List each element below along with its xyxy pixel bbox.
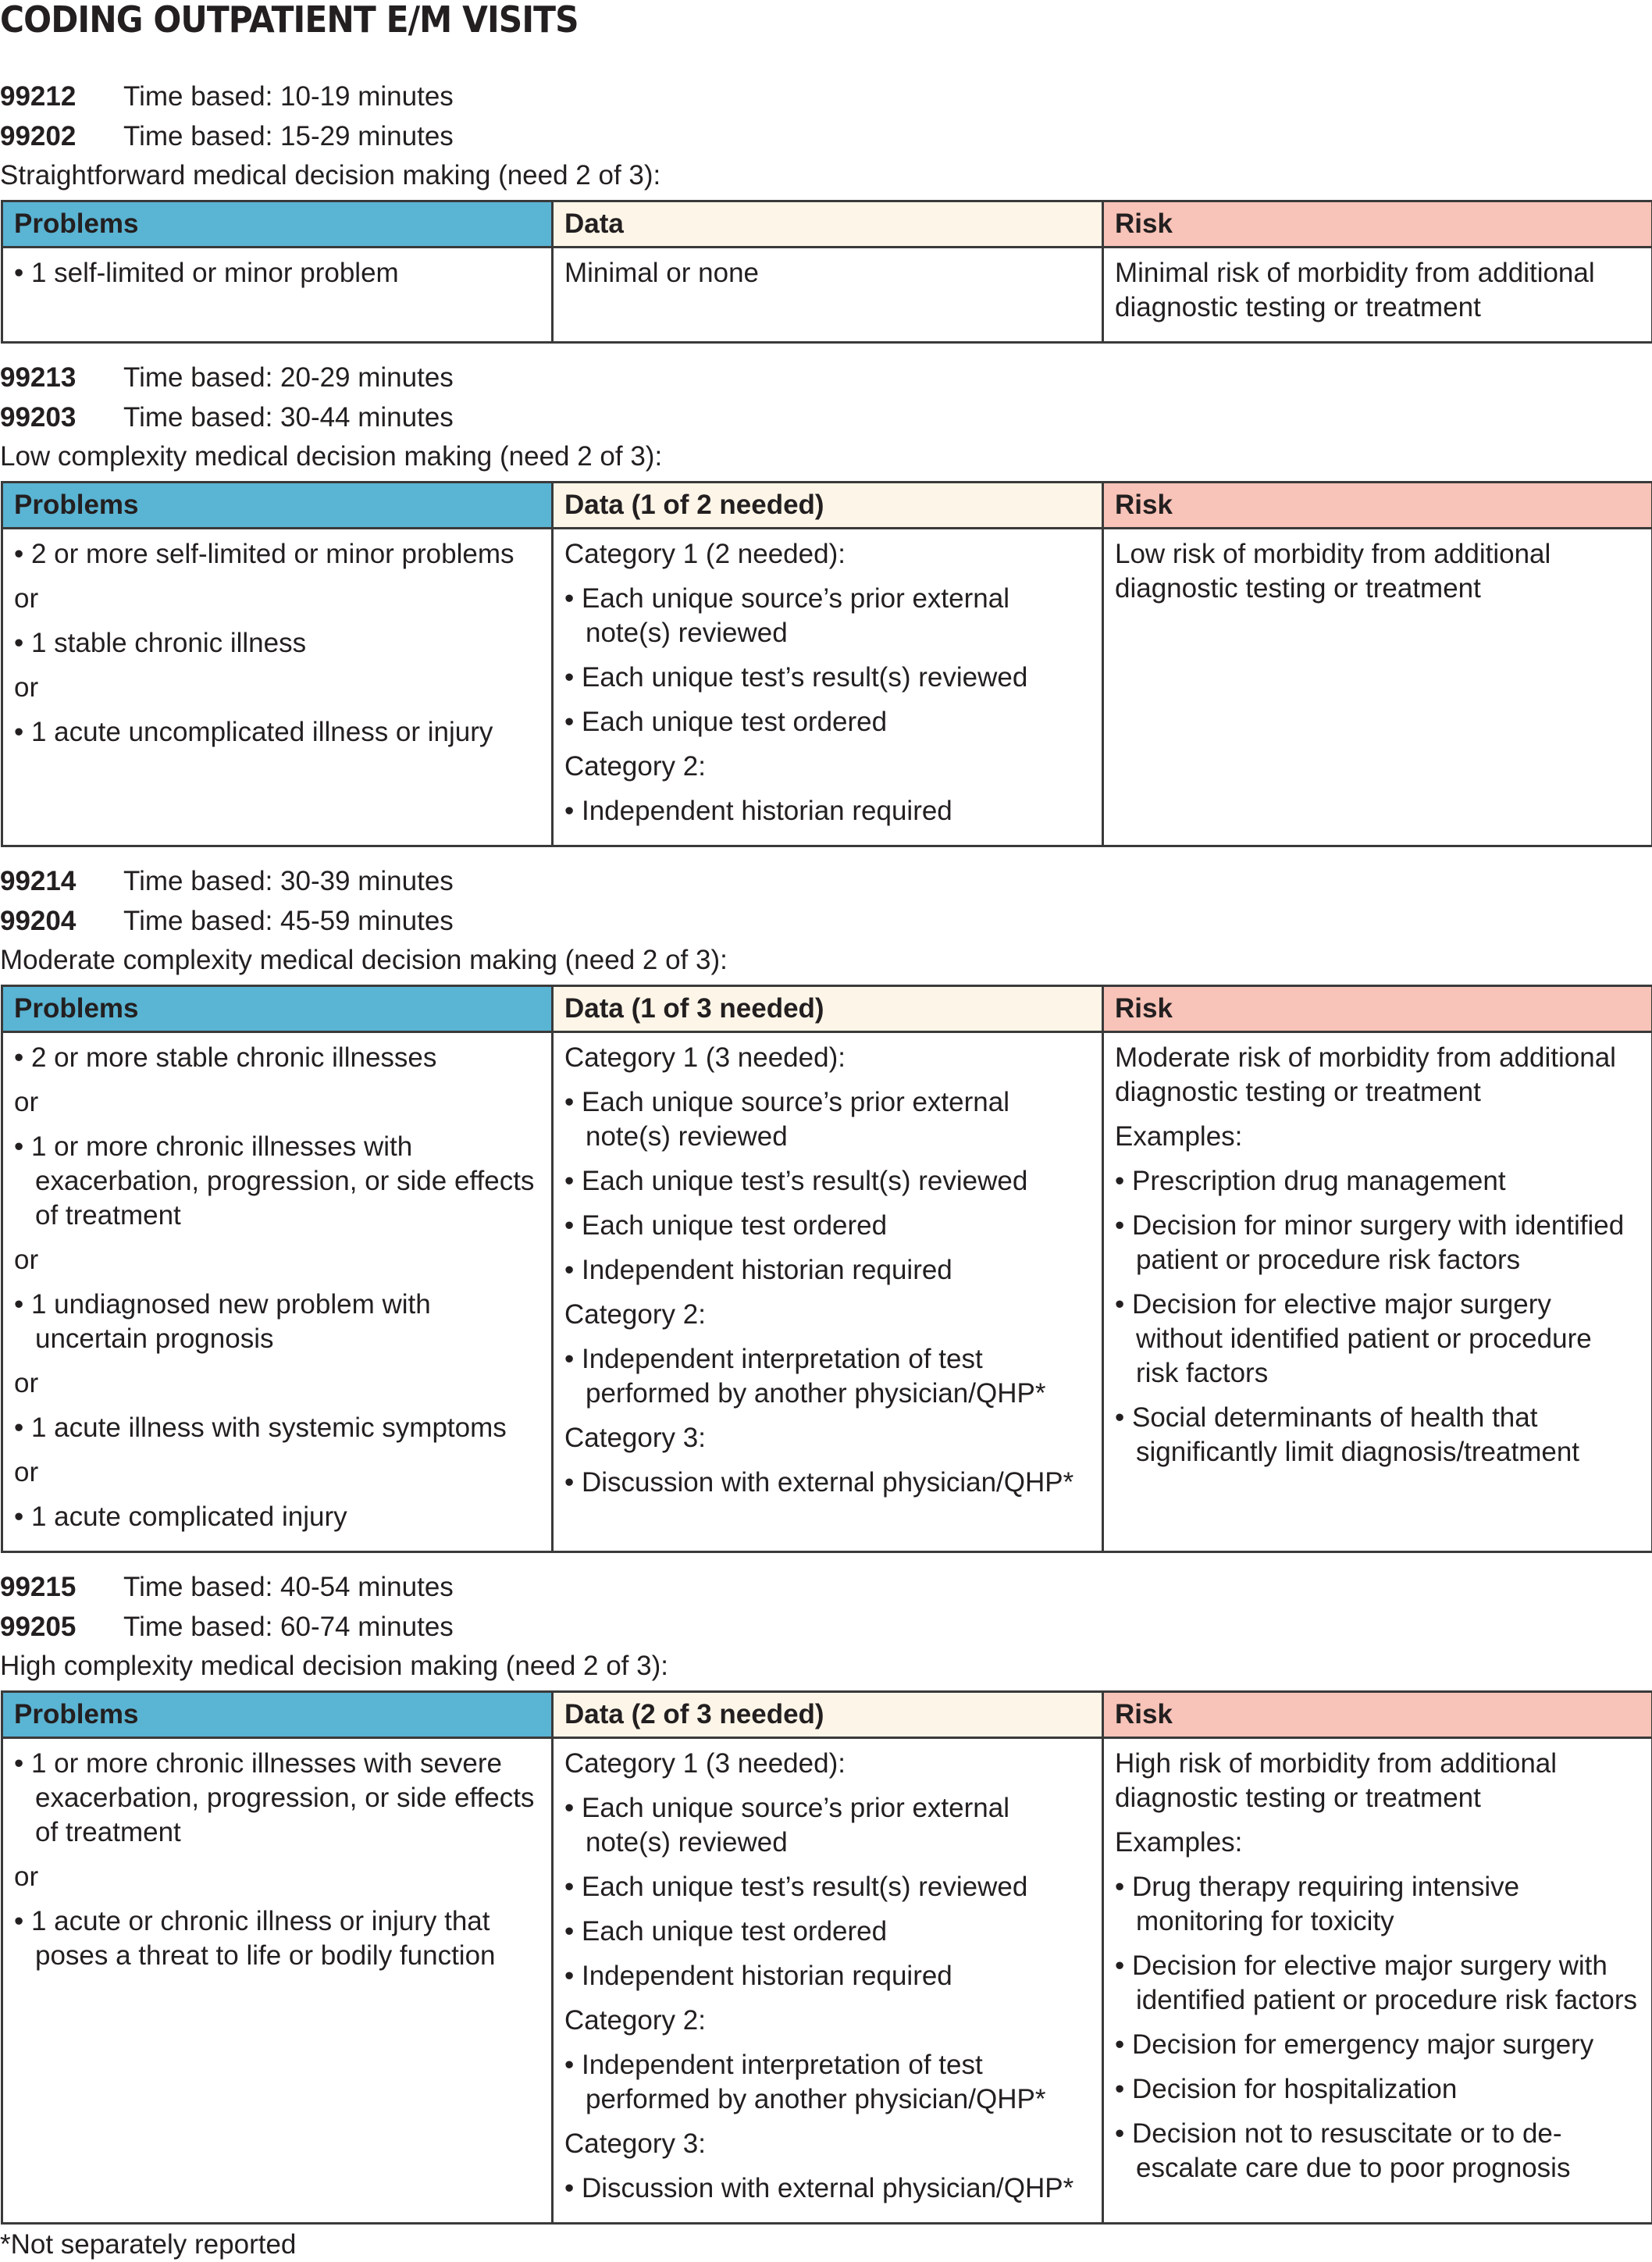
bullet-item: • Each unique source’s prior external note(s) reviewed bbox=[564, 1085, 1091, 1154]
table-header-row bbox=[2, 986, 1652, 1032]
code-row bbox=[0, 861, 1652, 901]
bullet-item: • Prescription drug management bbox=[1115, 1164, 1640, 1199]
mdm-label: High complexity medical decision making (need 2 of 3): bbox=[0, 1647, 1652, 1690]
bullet-item: • Each unique source’s prior external note(s) reviewed bbox=[564, 582, 1091, 650]
cell-text: Category 1 (2 needed): bbox=[564, 537, 1091, 572]
data-header: Data (2 of 3 needed) bbox=[553, 1692, 1103, 1738]
mdm-label: Low complexity medical decision making (need 2 of 3): bbox=[0, 437, 1652, 481]
cell-text: or bbox=[14, 1860, 540, 1894]
problems-cell bbox=[2, 248, 553, 343]
cell-text: Category 2: bbox=[564, 1298, 1091, 1332]
bullet-item: • Each unique test’s result(s) reviewed bbox=[564, 1870, 1091, 1904]
risk-cell bbox=[1103, 1738, 1652, 2224]
data-cell bbox=[553, 529, 1103, 846]
code-row bbox=[0, 1567, 1652, 1607]
time-range: Time based: 40-54 minutes bbox=[123, 1567, 454, 1607]
table-row bbox=[2, 529, 1652, 846]
cpt-code: 99214 bbox=[0, 861, 76, 901]
cell-text: or bbox=[14, 1085, 540, 1120]
bullet-item: • Social determinants of health that significantly limit diagnosis/treatment bbox=[1115, 1401, 1640, 1469]
mdm-label: Moderate complexity medical decision making (need 2 of 3): bbox=[0, 941, 1652, 985]
bullet-item: • Independent historian required bbox=[564, 1959, 1091, 1993]
risk-cell bbox=[1103, 1032, 1652, 1552]
mdm-label: Straightforward medical decision making (need 2 of 3): bbox=[0, 156, 1652, 200]
cell-text: Moderate risk of morbidity from additional diagnostic testing or treatment bbox=[1115, 1041, 1640, 1110]
time-range: Time based: 30-44 minutes bbox=[123, 397, 454, 437]
bullet-item: • Each unique test ordered bbox=[564, 1915, 1091, 1949]
section-high-complexity bbox=[0, 1567, 1652, 2225]
bullet-item: • 1 acute complicated injury bbox=[14, 1500, 540, 1534]
code-row bbox=[0, 397, 1652, 437]
bullet-item: • 1 or more chronic illnesses with severe exacerbation, progression, or side effects of treatment bbox=[14, 1747, 540, 1850]
problems-cell bbox=[2, 1032, 553, 1552]
bullet-item: • Each unique test’s result(s) reviewed bbox=[564, 1164, 1091, 1199]
bullet-item: • Each unique test’s result(s) reviewed bbox=[564, 661, 1091, 695]
cell-text: or bbox=[14, 582, 540, 616]
data-cell bbox=[553, 1738, 1103, 2224]
table-row bbox=[2, 248, 1652, 343]
bullet-item: • Drug therapy requiring intensive monitoring for toxicity bbox=[1115, 1870, 1640, 1939]
cell-text: or bbox=[14, 1243, 540, 1277]
time-range: Time based: 45-59 minutes bbox=[123, 901, 454, 941]
data-cell bbox=[553, 1032, 1103, 1552]
cell-text: Low risk of morbidity from additional diagnostic testing or treatment bbox=[1115, 537, 1640, 606]
code-row bbox=[0, 77, 1652, 116]
problems-cell bbox=[2, 1738, 553, 2224]
problems-header: Problems bbox=[2, 483, 553, 529]
mdm-table bbox=[1, 985, 1652, 1553]
time-range: Time based: 20-29 minutes bbox=[123, 358, 454, 397]
bullet-item: • Each unique source’s prior external note(s) reviewed bbox=[564, 1791, 1091, 1860]
time-range: Time based: 30-39 minutes bbox=[123, 861, 454, 901]
code-row bbox=[0, 901, 1652, 941]
table-header-row bbox=[2, 1692, 1652, 1738]
cell-text: Minimal or none bbox=[564, 256, 1091, 290]
risk-cell bbox=[1103, 248, 1652, 343]
problems-header: Problems bbox=[2, 1692, 553, 1738]
bullet-item: • 2 or more self-limited or minor problems bbox=[14, 537, 540, 572]
mdm-table bbox=[1, 200, 1652, 344]
bullet-item: • Decision not to resuscitate or to de-escalate care due to poor prognosis bbox=[1115, 2117, 1640, 2185]
table-row bbox=[2, 1738, 1652, 2224]
cpt-code: 99204 bbox=[0, 901, 76, 941]
bullet-item: • 1 acute illness with systemic symptoms bbox=[14, 1411, 540, 1445]
cell-text: or bbox=[14, 1366, 540, 1401]
data-cell bbox=[553, 248, 1103, 343]
page-title: CODING OUTPATIENT E/M VISITS bbox=[0, 0, 579, 39]
code-row bbox=[0, 1607, 1652, 1647]
cpt-code: 99203 bbox=[0, 397, 76, 437]
bullet-item: • Decision for minor surgery with identified patient or procedure risk factors bbox=[1115, 1209, 1640, 1277]
risk-cell bbox=[1103, 529, 1652, 846]
table-header-row bbox=[2, 201, 1652, 248]
bullet-item: • 1 acute uncomplicated illness or injury bbox=[14, 715, 540, 750]
cell-text: or bbox=[14, 671, 540, 705]
bullet-item: • Each unique test ordered bbox=[564, 705, 1091, 739]
bullet-item: • Each unique test ordered bbox=[564, 1209, 1091, 1243]
time-range: Time based: 60-74 minutes bbox=[123, 1607, 454, 1647]
cpt-code: 99212 bbox=[0, 77, 76, 116]
cell-text: Category 1 (3 needed): bbox=[564, 1747, 1091, 1781]
problems-header: Problems bbox=[2, 986, 553, 1032]
bullet-item: • Decision for hospitalization bbox=[1115, 2072, 1640, 2107]
table-header-row bbox=[2, 483, 1652, 529]
bullet-item: • Discussion with external physician/QHP* bbox=[564, 1466, 1091, 1500]
section-low-complexity bbox=[0, 358, 1652, 847]
risk-header: Risk bbox=[1103, 483, 1652, 529]
time-range: Time based: 10-19 minutes bbox=[123, 77, 454, 116]
mdm-table bbox=[1, 481, 1652, 847]
bullet-item: • Decision for emergency major surgery bbox=[1115, 2028, 1640, 2062]
bullet-item: • 1 or more chronic illnesses with exacerbation, progression, or side effects of treatment bbox=[14, 1130, 540, 1233]
bullet-item: • 1 undiagnosed new problem with uncertain prognosis bbox=[14, 1288, 540, 1356]
cell-text: Examples: bbox=[1115, 1120, 1640, 1154]
cpt-code: 99205 bbox=[0, 1607, 76, 1647]
cell-text: High risk of morbidity from additional diagnostic testing or treatment bbox=[1115, 1747, 1640, 1815]
section-moderate-complexity bbox=[0, 861, 1652, 1553]
footnote: *Not separately reported bbox=[0, 2228, 296, 2262]
data-header: Data (1 of 2 needed) bbox=[553, 483, 1103, 529]
data-header: Data (1 of 3 needed) bbox=[553, 986, 1103, 1032]
code-row bbox=[0, 358, 1652, 397]
bullet-item: • 2 or more stable chronic illnesses bbox=[14, 1041, 540, 1075]
cell-text: or bbox=[14, 1455, 540, 1490]
cell-text: Category 1 (3 needed): bbox=[564, 1041, 1091, 1075]
cpt-code: 99213 bbox=[0, 358, 76, 397]
cell-text: Minimal risk of morbidity from additional diagnostic testing or treatment bbox=[1115, 256, 1640, 325]
cell-text: Category 3: bbox=[564, 2127, 1091, 2161]
bullet-item: • Decision for elective major surgery with identified patient or procedure risk factors bbox=[1115, 1949, 1640, 2018]
bullet-item: • 1 stable chronic illness bbox=[14, 626, 540, 661]
bullet-item: • Discussion with external physician/QHP* bbox=[564, 2171, 1091, 2206]
risk-header: Risk bbox=[1103, 201, 1652, 248]
risk-header: Risk bbox=[1103, 1692, 1652, 1738]
problems-cell bbox=[2, 529, 553, 846]
table-row bbox=[2, 1032, 1652, 1552]
bullet-item: • 1 self-limited or minor problem bbox=[14, 256, 540, 290]
bullet-item: • Independent interpretation of test performed by another physician/QHP* bbox=[564, 2048, 1091, 2117]
cell-text: Examples: bbox=[1115, 1826, 1640, 1860]
cpt-code: 99215 bbox=[0, 1567, 76, 1607]
bullet-item: • Decision for elective major surgery without identified patient or procedure risk factors bbox=[1115, 1288, 1640, 1391]
bullet-item: • 1 acute or chronic illness or injury that poses a threat to life or bodily function bbox=[14, 1904, 540, 1973]
cell-text: Category 2: bbox=[564, 750, 1091, 784]
cell-text: Category 2: bbox=[564, 2004, 1091, 2038]
cpt-code: 99202 bbox=[0, 116, 76, 156]
problems-header: Problems bbox=[2, 201, 553, 248]
code-row bbox=[0, 116, 1652, 156]
time-range: Time based: 15-29 minutes bbox=[123, 116, 454, 156]
mdm-table bbox=[1, 1690, 1652, 2225]
risk-header: Risk bbox=[1103, 986, 1652, 1032]
bullet-item: • Independent historian required bbox=[564, 794, 1091, 828]
data-header: Data bbox=[553, 201, 1103, 248]
bullet-item: • Independent interpretation of test performed by another physician/QHP* bbox=[564, 1342, 1091, 1411]
bullet-item: • Independent historian required bbox=[564, 1253, 1091, 1288]
section-straightforward bbox=[0, 77, 1652, 344]
cell-text: Category 3: bbox=[564, 1421, 1091, 1455]
